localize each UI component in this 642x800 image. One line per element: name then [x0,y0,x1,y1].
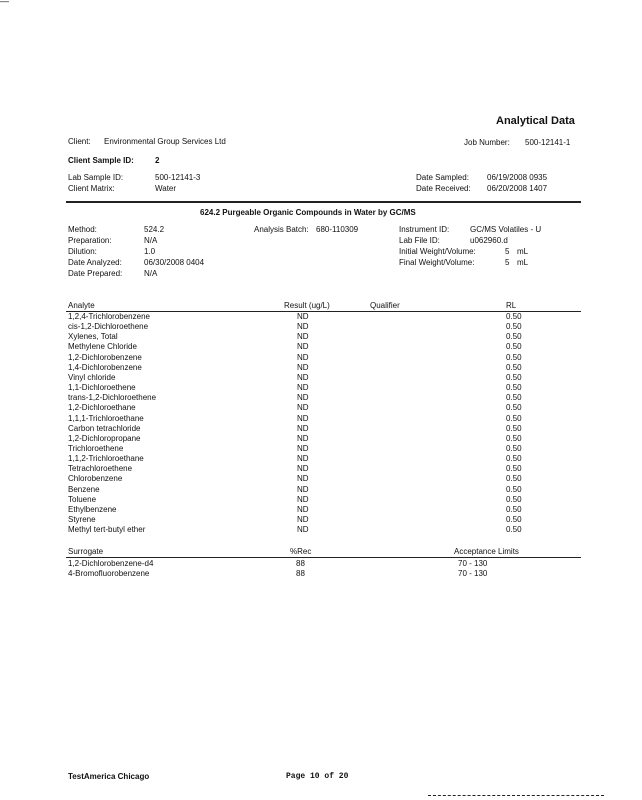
table-row [0,454,642,464]
rl-cell: 0.50 [506,433,522,443]
table-row [0,559,642,569]
date-received-label: Date Received: [416,184,471,193]
analyte-cell: 1,1,2-Trichloroethane [68,454,144,464]
result-cell: ND [297,312,309,321]
table-row [0,464,642,474]
table-row [0,515,642,525]
rl-cell: 0.50 [506,504,522,514]
analyte-cell: cis-1,2-Dichloroethene [68,322,149,332]
dilution-label: Dilution: [68,247,97,256]
analyte-cell: Chlorobenzene [68,474,123,484]
table-row [0,569,642,579]
preparation-label: Preparation: [68,236,112,245]
rec-header: %Rec [290,547,312,556]
result-cell: ND [297,383,309,393]
corner-mark: — [0,0,9,6]
rl-cell: 0.50 [506,342,522,352]
initial-weight-unit: mL [517,247,529,256]
lab-file-label: Lab File ID: [399,236,440,245]
job-number-label: Job Number: [464,138,510,147]
rl-cell: 0.50 [506,484,522,494]
analyte-cell: 1,1-Dichloroethene [68,383,136,393]
result-cell: ND [297,332,309,342]
date-analyzed-label: Date Analyzed: [68,258,122,267]
table-row [0,444,642,454]
footer-rule [428,795,604,796]
analyte-cell: 1,2-Dichloropropane [68,433,141,443]
page-title: Analytical Data [496,115,575,127]
table-row [0,474,642,484]
method-title: 624.2 Purgeable Organic Compounds in Water by GC/MS [200,208,416,217]
surrogate-cell: 4-Bromofluorobenzene [68,569,150,578]
lab-sample-id-label: Lab Sample ID: [68,173,124,182]
header-divider [66,201,581,203]
table-row [0,363,642,373]
rl-cell: 0.50 [506,515,522,524]
analyte-cell: Ethylbenzene [68,504,117,514]
final-weight-value: 5 [505,258,510,267]
job-number: 500-12141-1 [525,138,571,147]
result-cell: ND [297,515,309,524]
analyte-cell: 1,2-Dichlorobenzene [68,352,142,362]
final-weight-unit: mL [517,258,529,267]
final-weight-label: Final Weight/Volume: [399,258,475,267]
result-cell: ND [297,423,309,433]
instrument-label: Instrument ID: [399,225,450,234]
analyte-cell: Methylene Chloride [68,342,137,352]
rl-header: RL [506,301,517,310]
date-received: 06/20/2008 1407 [487,184,548,193]
rl-cell: 0.50 [506,494,522,504]
result-cell: ND [297,342,309,352]
initial-weight-label: Initial Weight/Volume: [399,247,476,256]
instrument-value: GC/MS Volatiles - U [470,225,542,234]
analyte-cell: 1,2,4-Trichlorobenzene [68,312,150,321]
table-row [0,414,642,424]
result-cell: ND [297,403,309,413]
result-cell: ND [297,504,309,514]
table-row [0,424,642,434]
method-label: Method: [68,225,97,234]
rl-cell: 0.50 [506,312,522,321]
rl-cell: 0.50 [506,403,522,413]
table-row [0,332,642,342]
client-sample-id-label: Client Sample ID: [68,156,134,165]
table-row [0,342,642,352]
result-cell: ND [297,372,309,382]
rl-cell: 0.50 [506,454,522,464]
analyte-cell: 1,4-Dichlorobenzene [68,362,142,372]
rl-cell: 0.50 [506,322,522,332]
lab-sample-id: 500-12141-3 [155,173,201,182]
table-row [0,353,642,363]
table-row [0,495,642,505]
result-cell: ND [297,525,309,535]
rl-cell: 0.50 [506,413,522,423]
rl-cell: 0.50 [506,525,522,535]
result-cell: ND [297,464,309,474]
client-sample-id: 2 [155,156,160,165]
analyte-cell: Carbon tetrachloride [68,423,141,433]
analyte-cell: Benzene [68,484,100,494]
initial-weight-value: 5 [505,247,510,256]
date-prepared-label: Date Prepared: [68,269,123,278]
analyte-cell: Trichloroethene [68,443,124,453]
preparation-value: N/A [144,236,158,245]
limits-cell: 70 - 130 [458,559,488,568]
client-matrix: Water [155,184,177,193]
surrogate-cell: 1,2-Dichlorobenzene-d4 [68,559,154,568]
rec-cell: 88 [296,559,305,568]
result-cell: ND [297,393,309,403]
table-row [0,373,642,383]
table-row [0,403,642,413]
rl-cell: 0.50 [506,464,522,474]
lab-file-value: u062960.d [470,236,508,245]
analysis-batch: 680-110309 [316,225,359,234]
rl-cell: 0.50 [506,332,522,342]
table-row [0,434,642,444]
date-prepared: N/A [144,269,158,278]
table-row [0,505,642,515]
date-analyzed: 06/30/2008 0404 [144,258,205,267]
client-matrix-label: Client Matrix: [68,184,115,193]
date-sampled-label: Date Sampled: [416,173,469,182]
rl-cell: 0.50 [506,474,522,484]
analyte-cell: Toluene [68,494,97,504]
qualifier-header: Qualifier [370,301,400,310]
analyte-cell: Styrene [68,515,96,524]
table-row [0,393,642,403]
rl-cell: 0.50 [506,443,522,453]
table-row [0,525,642,535]
table-row [0,312,642,322]
result-cell: ND [297,322,309,332]
rl-cell: 0.50 [506,383,522,393]
result-cell: ND [297,362,309,372]
surrogate-header: Surrogate [68,547,104,556]
result-cell: ND [297,352,309,362]
analyte-cell: Vinyl chloride [68,372,116,382]
result-cell: ND [297,454,309,464]
client-name: Environmental Group Services Ltd [104,137,226,146]
analyte-cell: Tetrachloroethene [68,464,133,474]
analysis-batch-label: Analysis Batch: [254,225,309,234]
table-row [0,485,642,495]
analyte-cell: Xylenes, Total [68,332,118,342]
analyte-header: Analyte [68,301,95,310]
analyte-cell: trans-1,2-Dichloroethene [68,393,157,403]
table-row [0,383,642,393]
table-row [0,322,642,332]
dilution-value: 1.0 [144,247,156,256]
rl-cell: 0.50 [506,352,522,362]
result-cell: ND [297,433,309,443]
analyte-cell: Methyl tert-butyl ether [68,525,146,535]
result-cell: ND [297,443,309,453]
result-cell: ND [297,413,309,423]
result-cell: ND [297,494,309,504]
analyte-cell: 1,1,1-Trichloroethane [68,413,144,423]
lab-name: TestAmerica Chicago [68,772,150,781]
limits-header: Acceptance Limits [454,547,519,556]
rl-cell: 0.50 [506,423,522,433]
result-cell: ND [297,484,309,494]
method-value: 524.2 [144,225,165,234]
rl-cell: 0.50 [506,372,522,382]
surrogate-header-rule [66,557,581,558]
rl-cell: 0.50 [506,393,522,403]
page-number: Page 10 of 20 [286,772,349,781]
result-header: Result (ug/L) [284,301,330,310]
result-cell: ND [297,474,309,484]
analyte-cell: 1,2-Dichloroethane [68,403,136,413]
limits-cell: 70 - 130 [458,569,488,578]
client-label: Client: [68,137,91,146]
rec-cell: 88 [296,569,305,578]
rl-cell: 0.50 [506,362,522,372]
date-sampled: 06/19/2008 0935 [487,173,548,182]
